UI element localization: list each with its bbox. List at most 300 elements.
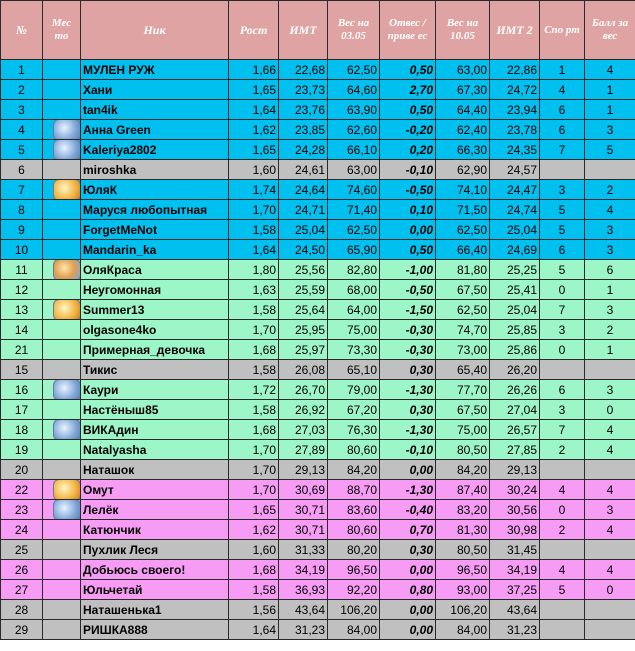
row-height: 1,70 bbox=[229, 480, 279, 500]
row-imt2: 30,56 bbox=[490, 500, 540, 520]
row-diff: -0,10 bbox=[380, 160, 436, 180]
row-height: 1,70 bbox=[229, 320, 279, 340]
row-weight-start: 82,80 bbox=[328, 260, 380, 280]
row-weight-end: 74,70 bbox=[436, 320, 490, 340]
row-imt2: 27,04 bbox=[490, 400, 540, 420]
row-imt: 24,64 bbox=[279, 180, 328, 200]
row-imt2: 26,26 bbox=[490, 380, 540, 400]
row-number: 7 bbox=[1, 180, 43, 200]
row-height: 1,68 bbox=[229, 340, 279, 360]
row-place bbox=[43, 260, 81, 280]
row-height: 1,70 bbox=[229, 440, 279, 460]
row-place bbox=[43, 420, 81, 440]
table-row bbox=[1, 180, 635, 200]
row-diff: -0,50 bbox=[380, 280, 436, 300]
table-row bbox=[1, 440, 635, 460]
row-number: 16 bbox=[1, 380, 43, 400]
row-height: 1,63 bbox=[229, 280, 279, 300]
table-row bbox=[1, 280, 635, 300]
row-diff: 0,00 bbox=[380, 620, 436, 640]
row-number: 29 bbox=[1, 620, 43, 640]
row-number: 9 bbox=[1, 220, 43, 240]
row-points: 4 bbox=[585, 520, 635, 540]
row-weight-start: 84,20 bbox=[328, 460, 380, 480]
row-points: 2 bbox=[585, 320, 635, 340]
row-points: 3 bbox=[585, 500, 635, 520]
table-row bbox=[1, 380, 635, 400]
row-sport: 0 bbox=[540, 340, 585, 360]
row-place bbox=[43, 300, 81, 320]
row-height: 1,74 bbox=[229, 180, 279, 200]
row-number: 22 bbox=[1, 480, 43, 500]
row-weight-start: 67,20 bbox=[328, 400, 380, 420]
row-diff: -1,30 bbox=[380, 380, 436, 400]
table-row bbox=[1, 200, 635, 220]
row-sport bbox=[540, 360, 585, 380]
row-place bbox=[43, 560, 81, 580]
row-diff: -1,30 bbox=[380, 480, 436, 500]
row-nick: Наташенька1 bbox=[81, 600, 229, 620]
row-diff: 0,00 bbox=[380, 460, 436, 480]
row-imt2: 30,98 bbox=[490, 520, 540, 540]
avatar-icon bbox=[53, 420, 81, 440]
row-nick: РИШКА888 bbox=[81, 620, 229, 640]
table-row bbox=[1, 400, 635, 420]
row-number: 26 bbox=[1, 560, 43, 580]
row-weight-start: 73,30 bbox=[328, 340, 380, 360]
row-height: 1,58 bbox=[229, 400, 279, 420]
table-row bbox=[1, 600, 635, 620]
row-weight-start: 84,00 bbox=[328, 620, 380, 640]
row-weight-start: 66,10 bbox=[328, 140, 380, 160]
row-imt: 34,19 bbox=[279, 560, 328, 580]
table-row bbox=[1, 340, 635, 360]
row-weight-start: 62,50 bbox=[328, 60, 380, 80]
col-nick-header: Ник bbox=[81, 1, 229, 60]
row-weight-end: 62,50 bbox=[436, 220, 490, 240]
row-place bbox=[43, 180, 81, 200]
avatar-icon bbox=[53, 120, 81, 140]
row-points: 0 bbox=[585, 580, 635, 600]
row-nick: Каури bbox=[81, 380, 229, 400]
row-diff: -0,50 bbox=[380, 180, 436, 200]
col-diff-header: Отвес /приве ес bbox=[380, 1, 436, 60]
row-points: 3 bbox=[585, 300, 635, 320]
row-weight-end: 74,10 bbox=[436, 180, 490, 200]
row-points: 5 bbox=[585, 140, 635, 160]
table-row bbox=[1, 260, 635, 280]
row-imt: 26,92 bbox=[279, 400, 328, 420]
row-weight-start: 62,60 bbox=[328, 120, 380, 140]
row-weight-start: 106,20 bbox=[328, 600, 380, 620]
row-points: 3 bbox=[585, 120, 635, 140]
row-weight-start: 76,30 bbox=[328, 420, 380, 440]
row-sport: 7 bbox=[540, 420, 585, 440]
row-place bbox=[43, 440, 81, 460]
col-weight-end-header: Вес на 10.05 bbox=[436, 1, 490, 60]
row-imt: 30,69 bbox=[279, 480, 328, 500]
row-imt2: 23,94 bbox=[490, 100, 540, 120]
row-weight-end: 96,50 bbox=[436, 560, 490, 580]
row-number: 14 bbox=[1, 320, 43, 340]
row-weight-start: 63,00 bbox=[328, 160, 380, 180]
row-points: 3 bbox=[585, 220, 635, 240]
row-number: 5 bbox=[1, 140, 43, 160]
row-imt2: 25,86 bbox=[490, 340, 540, 360]
table-row bbox=[1, 80, 635, 100]
row-points: 0 bbox=[585, 400, 635, 420]
row-points: 1 bbox=[585, 340, 635, 360]
row-imt2: 24,74 bbox=[490, 200, 540, 220]
row-points: 4 bbox=[585, 60, 635, 80]
row-height: 1,65 bbox=[229, 500, 279, 520]
row-height: 1,66 bbox=[229, 60, 279, 80]
table-row bbox=[1, 620, 635, 640]
row-nick: tan4ik bbox=[81, 100, 229, 120]
table-row bbox=[1, 100, 635, 120]
row-imt: 24,50 bbox=[279, 240, 328, 260]
col-height-header: Рост bbox=[229, 1, 279, 60]
row-weight-end: 65,40 bbox=[436, 360, 490, 380]
row-nick: Kaleriya2802 bbox=[81, 140, 229, 160]
row-nick: МУЛЕН РУЖ bbox=[81, 60, 229, 80]
row-number: 8 bbox=[1, 200, 43, 220]
row-imt: 43,64 bbox=[279, 600, 328, 620]
row-nick: Добьюсь своего! bbox=[81, 560, 229, 580]
row-imt2: 31,45 bbox=[490, 540, 540, 560]
row-number: 18 bbox=[1, 420, 43, 440]
row-imt: 23,85 bbox=[279, 120, 328, 140]
row-height: 1,56 bbox=[229, 600, 279, 620]
row-points bbox=[585, 460, 635, 480]
row-height: 1,68 bbox=[229, 560, 279, 580]
row-nick: Хани bbox=[81, 80, 229, 100]
row-place bbox=[43, 500, 81, 520]
avatar-icon bbox=[53, 300, 81, 320]
row-imt: 31,33 bbox=[279, 540, 328, 560]
row-imt2: 24,47 bbox=[490, 180, 540, 200]
row-sport bbox=[540, 460, 585, 480]
row-sport: 5 bbox=[540, 200, 585, 220]
row-height: 1,60 bbox=[229, 540, 279, 560]
row-sport: 6 bbox=[540, 100, 585, 120]
row-imt: 25,56 bbox=[279, 260, 328, 280]
row-imt: 23,73 bbox=[279, 80, 328, 100]
row-nick: olgasone4ko bbox=[81, 320, 229, 340]
row-number: 17 bbox=[1, 400, 43, 420]
table-row bbox=[1, 60, 635, 80]
row-sport: 1 bbox=[540, 60, 585, 80]
row-sport: 5 bbox=[540, 260, 585, 280]
table-row bbox=[1, 520, 635, 540]
row-height: 1,65 bbox=[229, 80, 279, 100]
row-sport bbox=[540, 540, 585, 560]
row-height: 1,62 bbox=[229, 520, 279, 540]
row-imt2: 24,72 bbox=[490, 80, 540, 100]
row-imt2: 24,69 bbox=[490, 240, 540, 260]
row-weight-end: 77,70 bbox=[436, 380, 490, 400]
col-weight-start-header: Вес на 03.05 bbox=[328, 1, 380, 60]
avatar-icon bbox=[53, 380, 81, 400]
row-points bbox=[585, 600, 635, 620]
row-weight-start: 65,10 bbox=[328, 360, 380, 380]
row-height: 1,58 bbox=[229, 580, 279, 600]
row-place bbox=[43, 100, 81, 120]
row-place bbox=[43, 240, 81, 260]
row-number: 1 bbox=[1, 60, 43, 80]
row-imt: 27,03 bbox=[279, 420, 328, 440]
row-imt2: 25,41 bbox=[490, 280, 540, 300]
row-weight-end: 87,40 bbox=[436, 480, 490, 500]
row-sport: 0 bbox=[540, 500, 585, 520]
row-number: 19 bbox=[1, 440, 43, 460]
row-number: 15 bbox=[1, 360, 43, 380]
row-weight-end: 62,50 bbox=[436, 300, 490, 320]
row-number: 2 bbox=[1, 80, 43, 100]
row-number: 4 bbox=[1, 120, 43, 140]
row-diff: 0,30 bbox=[380, 400, 436, 420]
row-place bbox=[43, 540, 81, 560]
row-points: 4 bbox=[585, 200, 635, 220]
table-body bbox=[1, 60, 635, 640]
row-height: 1,62 bbox=[229, 120, 279, 140]
row-height: 1,58 bbox=[229, 220, 279, 240]
col-imt-header: ИМТ bbox=[279, 1, 328, 60]
row-weight-start: 80,60 bbox=[328, 520, 380, 540]
row-imt: 31,23 bbox=[279, 620, 328, 640]
row-place bbox=[43, 380, 81, 400]
row-weight-start: 62,50 bbox=[328, 220, 380, 240]
row-imt: 25,97 bbox=[279, 340, 328, 360]
table-row bbox=[1, 140, 635, 160]
row-imt2: 25,25 bbox=[490, 260, 540, 280]
row-height: 1,58 bbox=[229, 300, 279, 320]
row-nick: Mandarin_ka bbox=[81, 240, 229, 260]
row-weight-end: 73,00 bbox=[436, 340, 490, 360]
row-number: 3 bbox=[1, 100, 43, 120]
row-weight-end: 66,40 bbox=[436, 240, 490, 260]
table-row bbox=[1, 360, 635, 380]
row-weight-end: 75,00 bbox=[436, 420, 490, 440]
row-imt2: 24,57 bbox=[490, 160, 540, 180]
table-row bbox=[1, 240, 635, 260]
row-weight-start: 80,20 bbox=[328, 540, 380, 560]
row-number: 21 bbox=[1, 340, 43, 360]
row-weight-end: 81,80 bbox=[436, 260, 490, 280]
row-height: 1,70 bbox=[229, 200, 279, 220]
row-weight-start: 75,00 bbox=[328, 320, 380, 340]
row-sport: 6 bbox=[540, 120, 585, 140]
row-sport: 3 bbox=[540, 180, 585, 200]
row-imt: 25,95 bbox=[279, 320, 328, 340]
row-place bbox=[43, 480, 81, 500]
row-place bbox=[43, 360, 81, 380]
row-weight-start: 63,90 bbox=[328, 100, 380, 120]
row-imt: 25,64 bbox=[279, 300, 328, 320]
row-imt2: 25,04 bbox=[490, 300, 540, 320]
row-height: 1,64 bbox=[229, 100, 279, 120]
row-place bbox=[43, 80, 81, 100]
row-diff: 0,10 bbox=[380, 200, 436, 220]
row-weight-end: 84,20 bbox=[436, 460, 490, 480]
row-nick: ОляКраса bbox=[81, 260, 229, 280]
table-row bbox=[1, 500, 635, 520]
row-place bbox=[43, 120, 81, 140]
header-row bbox=[1, 1, 635, 60]
row-imt: 30,71 bbox=[279, 500, 328, 520]
row-imt: 25,59 bbox=[279, 280, 328, 300]
row-imt2: 37,25 bbox=[490, 580, 540, 600]
row-sport bbox=[540, 160, 585, 180]
row-number: 6 bbox=[1, 160, 43, 180]
row-imt2: 22,86 bbox=[490, 60, 540, 80]
row-place bbox=[43, 220, 81, 240]
row-points: 4 bbox=[585, 480, 635, 500]
row-diff: 0,00 bbox=[380, 600, 436, 620]
row-number: 28 bbox=[1, 600, 43, 620]
row-weight-end: 80,50 bbox=[436, 440, 490, 460]
row-points: 2 bbox=[585, 180, 635, 200]
row-diff: 0,80 bbox=[380, 580, 436, 600]
row-points bbox=[585, 360, 635, 380]
row-height: 1,64 bbox=[229, 620, 279, 640]
row-points: 4 bbox=[585, 420, 635, 440]
row-nick: Катюнчик bbox=[81, 520, 229, 540]
row-weight-end: 66,30 bbox=[436, 140, 490, 160]
row-points: 6 bbox=[585, 260, 635, 280]
row-weight-start: 79,00 bbox=[328, 380, 380, 400]
row-imt: 27,89 bbox=[279, 440, 328, 460]
row-diff: 0,00 bbox=[380, 560, 436, 580]
avatar-icon bbox=[53, 180, 81, 200]
row-height: 1,65 bbox=[229, 140, 279, 160]
row-number: 24 bbox=[1, 520, 43, 540]
row-nick: ВИКАдин bbox=[81, 420, 229, 440]
row-sport: 4 bbox=[540, 80, 585, 100]
row-imt: 36,93 bbox=[279, 580, 328, 600]
row-weight-start: 88,70 bbox=[328, 480, 380, 500]
row-diff: -0,20 bbox=[380, 120, 436, 140]
col-points-header: Балл за вес bbox=[585, 1, 635, 60]
row-nick: ЮляК bbox=[81, 180, 229, 200]
row-sport: 3 bbox=[540, 320, 585, 340]
row-sport: 7 bbox=[540, 140, 585, 160]
row-diff: 0,70 bbox=[380, 520, 436, 540]
row-sport: 2 bbox=[540, 520, 585, 540]
row-points: 4 bbox=[585, 560, 635, 580]
row-place bbox=[43, 320, 81, 340]
row-sport: 5 bbox=[540, 580, 585, 600]
row-imt2: 30,24 bbox=[490, 480, 540, 500]
row-sport: 7 bbox=[540, 300, 585, 320]
row-place bbox=[43, 140, 81, 160]
row-imt2: 27,85 bbox=[490, 440, 540, 460]
row-weight-end: 93,00 bbox=[436, 580, 490, 600]
row-imt2: 26,57 bbox=[490, 420, 540, 440]
row-nick: Summer13 bbox=[81, 300, 229, 320]
row-weight-end: 63,00 bbox=[436, 60, 490, 80]
row-points: 3 bbox=[585, 380, 635, 400]
row-weight-end: 62,40 bbox=[436, 120, 490, 140]
row-nick: Маруся любопытная bbox=[81, 200, 229, 220]
row-weight-start: 64,60 bbox=[328, 80, 380, 100]
table-row bbox=[1, 160, 635, 180]
row-imt: 26,08 bbox=[279, 360, 328, 380]
row-imt2: 34,19 bbox=[490, 560, 540, 580]
row-weight-end: 67,30 bbox=[436, 80, 490, 100]
row-points: 1 bbox=[585, 80, 635, 100]
row-nick: Наташок bbox=[81, 460, 229, 480]
row-sport: 6 bbox=[540, 380, 585, 400]
row-imt2: 29,13 bbox=[490, 460, 540, 480]
row-place bbox=[43, 280, 81, 300]
row-weight-start: 74,60 bbox=[328, 180, 380, 200]
row-weight-end: 67,50 bbox=[436, 400, 490, 420]
row-weight-start: 64,00 bbox=[328, 300, 380, 320]
col-number-header: № bbox=[1, 1, 43, 60]
row-points bbox=[585, 540, 635, 560]
row-height: 1,80 bbox=[229, 260, 279, 280]
row-diff: -0,10 bbox=[380, 440, 436, 460]
row-diff: -0,30 bbox=[380, 320, 436, 340]
row-place bbox=[43, 460, 81, 480]
row-height: 1,72 bbox=[229, 380, 279, 400]
col-sport-header: Спо рт bbox=[540, 1, 585, 60]
row-sport bbox=[540, 600, 585, 620]
row-points: 3 bbox=[585, 240, 635, 260]
row-weight-start: 68,00 bbox=[328, 280, 380, 300]
row-diff: 2,70 bbox=[380, 80, 436, 100]
row-weight-end: 83,20 bbox=[436, 500, 490, 520]
avatar-icon bbox=[53, 480, 81, 500]
row-place bbox=[43, 340, 81, 360]
row-diff: -1,30 bbox=[380, 420, 436, 440]
row-place bbox=[43, 60, 81, 80]
row-weight-end: 67,50 bbox=[436, 280, 490, 300]
table-row bbox=[1, 220, 635, 240]
row-number: 13 bbox=[1, 300, 43, 320]
row-diff: 0,50 bbox=[380, 100, 436, 120]
avatar-icon bbox=[53, 260, 81, 280]
row-nick: Пухлик Леся bbox=[81, 540, 229, 560]
avatar-icon bbox=[53, 500, 81, 520]
row-imt: 24,61 bbox=[279, 160, 328, 180]
row-weight-end: 64,40 bbox=[436, 100, 490, 120]
row-diff: 0,00 bbox=[380, 220, 436, 240]
row-diff: 0,30 bbox=[380, 360, 436, 380]
row-height: 1,68 bbox=[229, 420, 279, 440]
row-imt: 23,76 bbox=[279, 100, 328, 120]
row-nick: Анна Green bbox=[81, 120, 229, 140]
row-nick: Омут bbox=[81, 480, 229, 500]
row-imt2: 25,04 bbox=[490, 220, 540, 240]
table-row bbox=[1, 560, 635, 580]
row-weight-start: 92,20 bbox=[328, 580, 380, 600]
row-imt: 24,28 bbox=[279, 140, 328, 160]
row-imt: 25,04 bbox=[279, 220, 328, 240]
row-nick: miroshka bbox=[81, 160, 229, 180]
row-points bbox=[585, 160, 635, 180]
table-row bbox=[1, 580, 635, 600]
row-height: 1,70 bbox=[229, 460, 279, 480]
row-weight-end: 71,50 bbox=[436, 200, 490, 220]
row-nick: Примерная_девочка bbox=[81, 340, 229, 360]
row-imt: 29,13 bbox=[279, 460, 328, 480]
row-sport: 2 bbox=[540, 440, 585, 460]
row-number: 20 bbox=[1, 460, 43, 480]
row-number: 10 bbox=[1, 240, 43, 260]
row-sport: 0 bbox=[540, 280, 585, 300]
